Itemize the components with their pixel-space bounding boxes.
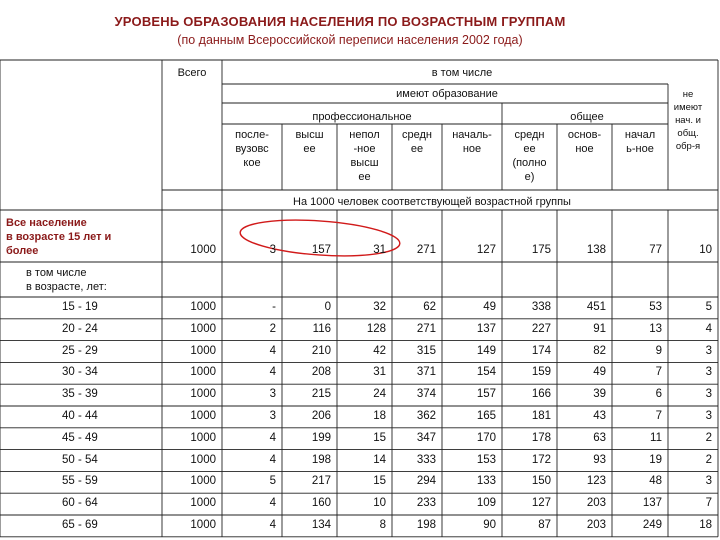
row-6-value-2: 199 bbox=[311, 431, 331, 444]
row-10-value-3: 8 bbox=[379, 519, 386, 531]
row-3-value-4: 371 bbox=[416, 366, 436, 379]
row-0-value-9: 5 bbox=[705, 301, 712, 313]
row-10-value-8: 249 bbox=[642, 519, 662, 531]
age-group-label: 15 - 19 bbox=[62, 301, 98, 313]
row-9-value-2: 160 bbox=[311, 497, 331, 510]
row-5-value-4: 362 bbox=[416, 410, 436, 422]
row-1-value-8: 13 bbox=[649, 322, 662, 335]
row-8-value-0: 1000 bbox=[190, 475, 216, 488]
header-no-education: не имеют нач. и общ. обр-я bbox=[673, 89, 703, 152]
row-8-value-6: 150 bbox=[531, 475, 551, 488]
row-5-value-9: 3 bbox=[705, 410, 712, 422]
row-6-value-6: 178 bbox=[531, 431, 551, 444]
row-6-value-9: 2 bbox=[705, 431, 712, 444]
row-4-value-2: 215 bbox=[311, 388, 331, 401]
header-general: общее bbox=[570, 111, 604, 123]
age-group-label: 20 - 24 bbox=[62, 322, 98, 335]
row-1-value-6: 227 bbox=[531, 322, 551, 335]
row-2-value-5: 149 bbox=[476, 344, 496, 357]
row-1-value-9: 4 bbox=[705, 322, 712, 335]
row-5-value-6: 181 bbox=[531, 410, 551, 422]
row-9-value-6: 127 bbox=[531, 497, 551, 510]
row-0-value-8: 53 bbox=[649, 301, 662, 313]
row-7-value-4: 333 bbox=[416, 453, 436, 466]
total-value-1: 3 bbox=[269, 244, 276, 256]
row-2-value-9: 3 bbox=[705, 344, 712, 357]
column-header-1: высш ее bbox=[295, 129, 324, 155]
row-10-value-2: 134 bbox=[311, 519, 331, 531]
row-8-value-2: 217 bbox=[311, 475, 331, 488]
row-7-value-5: 153 bbox=[476, 453, 496, 466]
row-3-value-9: 3 bbox=[705, 366, 712, 379]
row-8-value-7: 123 bbox=[586, 475, 606, 488]
age-group-header: в том числе в возрасте, лет: bbox=[26, 267, 107, 293]
row-7-value-2: 198 bbox=[311, 453, 331, 466]
row-0-value-4: 62 bbox=[423, 301, 436, 313]
row-3-value-5: 154 bbox=[476, 366, 496, 379]
header-including: в том числе bbox=[431, 67, 493, 79]
age-group-label: 55 - 59 bbox=[62, 475, 98, 488]
row-5-value-0: 1000 bbox=[190, 410, 216, 422]
row-4-value-7: 39 bbox=[593, 388, 606, 401]
row-5-value-3: 18 bbox=[373, 410, 386, 422]
row-10-value-6: 87 bbox=[538, 519, 551, 531]
row-4-value-4: 374 bbox=[416, 388, 436, 401]
row-7-value-6: 172 bbox=[531, 453, 551, 466]
row-3-value-6: 159 bbox=[531, 366, 551, 379]
row-8-value-8: 48 bbox=[649, 475, 662, 488]
row-7-value-0: 1000 bbox=[190, 453, 216, 466]
row-8-value-5: 133 bbox=[476, 475, 496, 488]
row-6-value-3: 15 bbox=[373, 431, 386, 444]
row-1-value-0: 1000 bbox=[190, 322, 216, 335]
row-3-value-3: 31 bbox=[373, 366, 386, 379]
row-9-value-1: 4 bbox=[269, 497, 276, 510]
row-10-value-9: 18 bbox=[699, 519, 712, 531]
age-group-label: 30 - 34 bbox=[62, 366, 98, 379]
row-6-value-0: 1000 bbox=[190, 431, 216, 444]
age-group-label: 35 - 39 bbox=[62, 388, 98, 401]
total-value-8: 77 bbox=[649, 244, 662, 256]
total-value-2: 157 bbox=[311, 244, 331, 256]
row-3-value-8: 7 bbox=[655, 366, 662, 379]
row-0-value-0: 1000 bbox=[190, 301, 216, 313]
header-have-education: имеют образование bbox=[396, 88, 498, 100]
total-row-label: Все население в возрасте 15 лет и более bbox=[6, 217, 112, 257]
row-0-value-7: 451 bbox=[586, 301, 606, 313]
row-0-value-2: 0 bbox=[324, 301, 331, 313]
row-8-value-1: 5 bbox=[269, 475, 276, 488]
row-3-value-2: 208 bbox=[311, 366, 331, 379]
row-4-value-1: 3 bbox=[269, 388, 276, 401]
age-group-label: 45 - 49 bbox=[62, 431, 98, 444]
total-value-4: 271 bbox=[416, 244, 436, 256]
row-2-value-4: 315 bbox=[416, 344, 436, 357]
row-9-value-4: 233 bbox=[416, 497, 436, 510]
row-10-value-5: 90 bbox=[483, 519, 496, 531]
age-group-label: 50 - 54 bbox=[62, 453, 98, 466]
row-9-value-7: 203 bbox=[586, 497, 606, 510]
row-0-value-6: 338 bbox=[531, 301, 551, 313]
row-7-value-1: 4 bbox=[269, 453, 276, 466]
row-4-value-9: 3 bbox=[705, 388, 712, 401]
total-value-7: 138 bbox=[586, 244, 606, 256]
age-group-label: 60 - 64 bbox=[62, 497, 98, 510]
row-1-value-1: 2 bbox=[269, 322, 276, 335]
row-9-value-3: 10 bbox=[373, 497, 386, 510]
total-value-9: 10 bbox=[699, 244, 712, 256]
row-8-value-3: 15 bbox=[373, 475, 386, 488]
row-8-value-9: 3 bbox=[705, 475, 712, 488]
row-4-value-5: 157 bbox=[476, 388, 496, 401]
row-5-value-2: 206 bbox=[311, 410, 331, 422]
row-2-value-2: 210 bbox=[311, 344, 331, 357]
column-header-2: непол -ное высш ее bbox=[349, 129, 380, 183]
row-2-value-8: 9 bbox=[655, 344, 662, 357]
row-10-value-4: 198 bbox=[416, 519, 436, 531]
total-value-3: 31 bbox=[373, 244, 386, 256]
row-9-value-0: 1000 bbox=[190, 497, 216, 510]
row-4-value-0: 1000 bbox=[190, 388, 216, 401]
row-1-value-3: 128 bbox=[366, 322, 386, 335]
row-1-value-7: 91 bbox=[593, 322, 606, 335]
row-3-value-0: 1000 bbox=[190, 366, 216, 379]
total-value-0: 1000 bbox=[190, 244, 216, 256]
row-2-value-7: 82 bbox=[593, 344, 606, 357]
header-total: Всего bbox=[177, 67, 207, 79]
row-6-value-1: 4 bbox=[269, 431, 276, 444]
row-10-value-0: 1000 bbox=[190, 519, 216, 531]
row-9-value-9: 7 bbox=[705, 497, 712, 510]
column-header-5: средн ее (полно е) bbox=[512, 129, 547, 183]
page-subtitle: (по данным Всероссийской переписи населения 2002 года) bbox=[177, 33, 523, 47]
column-header-4: началь- ное bbox=[452, 129, 492, 155]
row-4-value-8: 6 bbox=[655, 388, 662, 401]
age-group-label: 65 - 69 bbox=[62, 519, 98, 531]
row-0-value-5: 49 bbox=[483, 301, 496, 313]
row-10-value-7: 203 bbox=[586, 519, 606, 531]
row-4-value-6: 166 bbox=[531, 388, 551, 401]
age-group-label: 40 - 44 bbox=[62, 410, 98, 422]
header-professional: профессиональное bbox=[312, 111, 412, 123]
row-7-value-3: 14 bbox=[373, 453, 386, 466]
column-header-6: основ- ное bbox=[567, 129, 602, 155]
row-7-value-9: 2 bbox=[705, 453, 712, 466]
row-1-value-4: 271 bbox=[416, 322, 436, 335]
column-header-7: начал ь-ное bbox=[624, 129, 656, 155]
row-5-value-1: 3 bbox=[269, 410, 276, 422]
column-header-0: после- вузовс кое bbox=[235, 129, 269, 169]
row-1-value-5: 137 bbox=[476, 322, 496, 335]
row-5-value-7: 43 bbox=[593, 410, 606, 422]
row-2-value-6: 174 bbox=[531, 344, 551, 357]
row-2-value-1: 4 bbox=[269, 344, 276, 357]
row-3-value-7: 49 bbox=[593, 366, 606, 379]
age-group-label: 25 - 29 bbox=[62, 344, 98, 357]
total-value-6: 175 bbox=[531, 244, 551, 256]
row-6-value-7: 63 bbox=[593, 431, 606, 444]
header-per-1000: На 1000 человек соответствующей возрастной группы bbox=[293, 196, 571, 208]
total-value-5: 127 bbox=[476, 244, 496, 256]
row-7-value-7: 93 bbox=[593, 453, 606, 466]
row-6-value-5: 170 bbox=[476, 431, 496, 444]
row-0-value-3: 32 bbox=[373, 301, 386, 313]
row-0-value-1: - bbox=[272, 301, 276, 313]
row-6-value-8: 11 bbox=[650, 431, 662, 444]
row-9-value-5: 109 bbox=[476, 497, 496, 510]
row-5-value-5: 165 bbox=[476, 410, 496, 422]
row-5-value-8: 7 bbox=[655, 410, 662, 422]
page-title: УРОВЕНЬ ОБРАЗОВАНИЯ НАСЕЛЕНИЯ ПО ВОЗРАСТНЫМ ГРУППАМ bbox=[114, 14, 566, 29]
row-3-value-1: 4 bbox=[269, 366, 276, 379]
row-7-value-8: 19 bbox=[649, 453, 662, 466]
row-4-value-3: 24 bbox=[373, 388, 386, 401]
row-1-value-2: 116 bbox=[312, 322, 331, 335]
row-9-value-8: 137 bbox=[642, 497, 662, 510]
row-8-value-4: 294 bbox=[416, 475, 436, 488]
row-2-value-0: 1000 bbox=[190, 344, 216, 357]
row-6-value-4: 347 bbox=[416, 431, 436, 444]
row-10-value-1: 4 bbox=[269, 519, 276, 531]
row-2-value-3: 42 bbox=[373, 344, 386, 357]
column-header-3: средн ее bbox=[402, 129, 432, 155]
